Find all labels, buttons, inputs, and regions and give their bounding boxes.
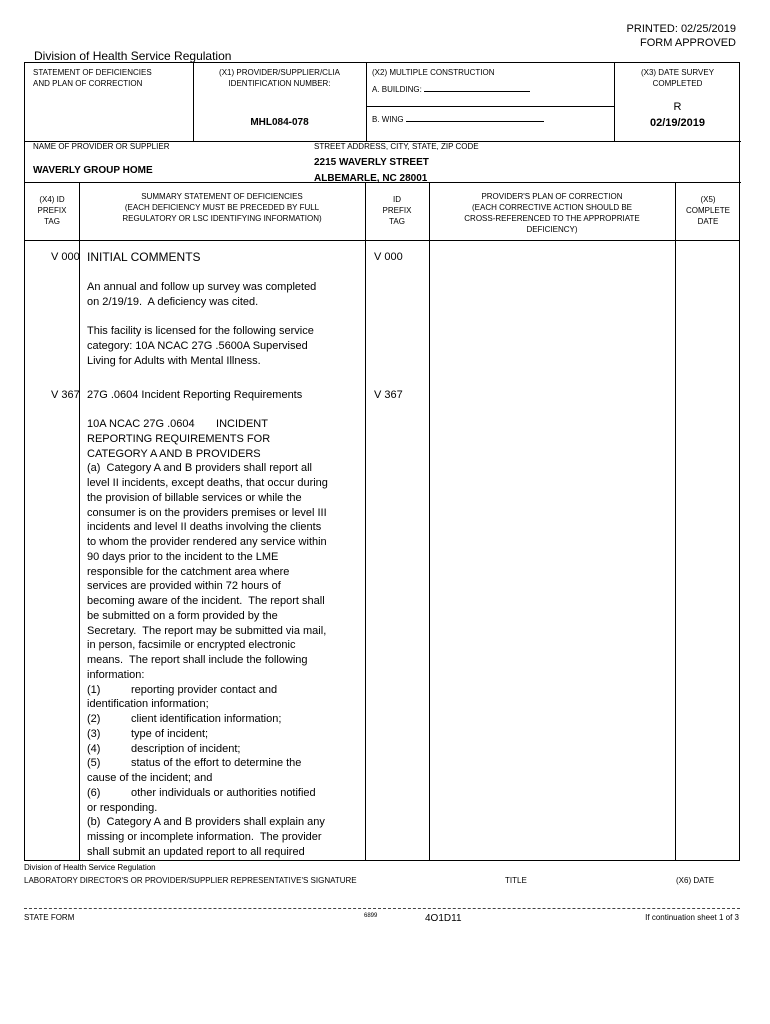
tag-prefix: V 367 [51, 389, 80, 401]
plan-column-header: PROVIDER'S PLAN OF CORRECTION (EACH CORRECTIVE ACTION SHOULD BE CROSS-REFERENCED TO THE APPROPRIATE DEFICIENCY) [464, 192, 640, 234]
title-label: TITLE [505, 876, 527, 885]
deficiency-text: This facility is licensed for the following service category: 10A NCAC 27G .5600A Supervised Living for Adults with Mental Illness. [87, 325, 314, 367]
tag-prefix: V 000 [51, 251, 80, 263]
x4-column-header: (X4) ID PREFIX TAG [37, 195, 67, 226]
provider-name-label: NAME OF PROVIDER OR SUPPLIER [33, 142, 170, 151]
address-line-2: ALBEMARLE, NC 28001 [314, 173, 428, 184]
date-label: (X6) DATE [676, 876, 715, 885]
deficiency-table [24, 241, 740, 861]
x1-label: (X1) PROVIDER/SUPPLIER/CLIA IDENTIFICATION NUMBER: [219, 68, 340, 88]
form-approved: FORM APPROVED [640, 37, 736, 49]
state-form-label: STATE FORM [24, 913, 75, 922]
form-number: 6899 [364, 913, 378, 919]
statement-label: STATEMENT OF DEFICIENCIES AND PLAN OF CORRECTION [33, 68, 152, 88]
section-title: INITIAL COMMENTS [87, 250, 201, 264]
printed-info [627, 22, 736, 50]
x5-column-header: (X5) COMPLETE DATE [685, 195, 730, 226]
tag-prefix: V 367 [374, 389, 403, 401]
signature-label: LABORATORY DIRECTOR'S OR PROVIDER/SUPPLIER REPRESENTATIVE'S SIGNATURE [24, 876, 357, 885]
summary-column-header: SUMMARY STATEMENT OF DEFICIENCIES (EACH DEFICIENCY MUST BE PRECEDED BY FULL REGULATORY OR LSC IDENTIFYING INFORMATION) [122, 192, 322, 223]
section-title: 27G .0604 Incident Reporting Requirements [87, 389, 303, 401]
address-line-1: 2215 WAVERLY STREET [314, 157, 429, 168]
form-header [24, 62, 740, 241]
continuation-sheet: If continuation sheet 1 of 3 [645, 913, 739, 922]
provider-id-number: MHL084-078 [250, 117, 309, 128]
x3-label: (X3) DATE SURVEY COMPLETED [640, 68, 715, 88]
id-column-header: ID PREFIX TAG [382, 195, 412, 226]
provider-name: WAVERLY GROUP HOME [33, 165, 153, 176]
printed-date: PRINTED: 02/25/2019 [626, 23, 736, 35]
building-field: A. BUILDING: [372, 83, 530, 95]
footer-agency: Division of Health Service Regulation [24, 863, 156, 872]
deficiency-text: 10A NCAC 27G .0604 INCIDENT REPORTING REQUIREMENTS FOR CATEGORY A AND B PROVIDERS (a) Category A and B providers shall report all level II incidents, except deaths, that occur during the provision of billable services or while the consumer is on the providers premises or level III incidents and level II deaths involving the clients to whom the provider rendered any service within 90 days prior to the incident to the LME responsible for the catchment area where services are provided within 72 hours of becoming aware of the incident. The report shall be submitted on a form provided by the Secretary. The report may be submitted via mail, in person, facsimile or encrypted electronic means. The report shall include the following information: (1) reporting provider contact and identification information; (2) client identification information; (3) type of incident; (4) description of incident; (5) status of the effort to determine the cause of the incident; and (6) other individuals or authorities notified or responding. (b) Category A and B providers shall explain any missing or incomplete information. The provider shall submit an updated report to all required [87, 418, 328, 858]
wing-field: B. WING [372, 113, 544, 125]
address-label: STREET ADDRESS, CITY, STATE, ZIP CODE [314, 142, 479, 151]
tag-prefix: V 000 [374, 251, 403, 263]
x2-label: (X2) MULTIPLE CONSTRUCTION [372, 68, 495, 77]
agency-name: Division of Health Service Regulation [34, 49, 232, 63]
deficiency-text: An annual and follow up survey was completed on 2/19/19. A deficiency was cited. [87, 281, 317, 308]
event-id: 4O1D11 [425, 913, 462, 924]
survey-date: 02/19/2019 [649, 117, 706, 129]
survey-code: R [673, 101, 682, 113]
